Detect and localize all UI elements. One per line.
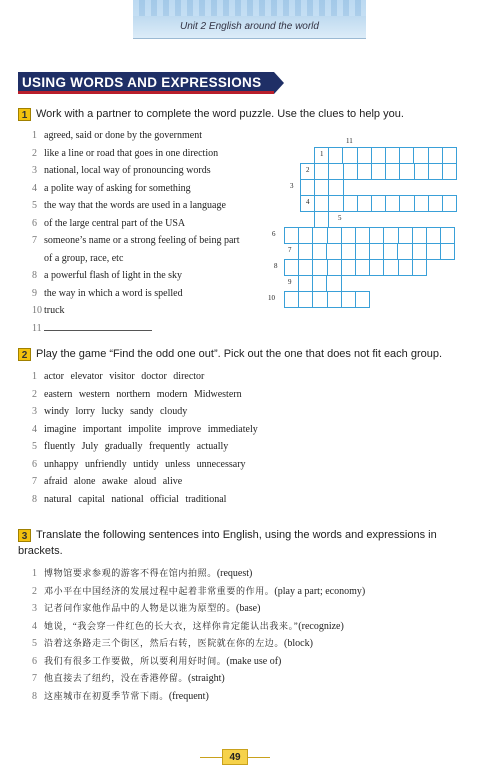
list-item: 2 eastern western northern modern Midwestern — [32, 388, 242, 400]
puzzle-cell[interactable] — [312, 259, 327, 276]
puzzle-cell[interactable] — [298, 275, 313, 292]
exercise-1-instruction — [18, 106, 488, 122]
puzzle-cell[interactable] — [442, 163, 457, 180]
puzzle-cell[interactable] — [369, 227, 384, 244]
exercise-number-badge: 1 — [18, 108, 31, 121]
puzzle-cell[interactable] — [426, 227, 441, 244]
puzzle-clue-number: 1 — [320, 150, 324, 158]
puzzle-cell[interactable] — [371, 163, 386, 180]
puzzle-clue-number: 10 — [268, 294, 275, 302]
puzzle-cell[interactable] — [355, 227, 370, 244]
list-item: 7 他直接去了纽约，没在香港停留。(straight) — [32, 673, 225, 684]
puzzle-cell[interactable] — [357, 147, 372, 164]
puzzle-cell[interactable] — [385, 147, 400, 164]
puzzle-cell[interactable] — [383, 243, 398, 260]
instruction-text-cont: brackets. — [18, 545, 63, 557]
puzzle-cell[interactable] — [397, 243, 412, 260]
puzzle-clue-number: 6 — [272, 230, 276, 238]
puzzle-cell[interactable] — [314, 211, 329, 228]
list-item: 4 a polite way of asking for something — [32, 182, 191, 194]
list-item: 8 natural capital national official traditional — [32, 493, 227, 505]
puzzle-cell[interactable] — [327, 259, 342, 276]
puzzle-cell[interactable] — [385, 195, 400, 212]
odd-one-out-list — [32, 368, 258, 508]
translation-list — [32, 565, 365, 705]
puzzle-cell[interactable] — [341, 259, 356, 276]
puzzle-cell[interactable] — [371, 195, 386, 212]
puzzle-cell[interactable] — [341, 291, 356, 308]
list-item: 2 邓小平在中国经济的发展过程中起着非常重要的作用。(play a part; economy) — [32, 585, 366, 597]
puzzle-cell[interactable] — [298, 259, 313, 276]
list-item: 7 someone’s name or a strong feeling of being part — [32, 235, 240, 246]
puzzle-cell[interactable] — [385, 163, 400, 180]
puzzle-cell[interactable] — [412, 243, 427, 260]
unit-banner — [133, 0, 366, 39]
list-item: 5 沿着这条路走三个街区，然后右转，医院就在你的左边。(block) — [32, 638, 313, 649]
instruction-text: Play the game “Find the odd one out”. Pick out the one that does not fit each group. — [36, 348, 443, 360]
list-item: of a group, race, etc — [44, 252, 124, 264]
list-item: 4 imagine important impolite improve immediately — [32, 423, 258, 435]
puzzle-cell[interactable] — [327, 227, 342, 244]
puzzle-cell[interactable] — [383, 227, 398, 244]
puzzle-cell[interactable] — [357, 163, 372, 180]
puzzle-cell[interactable] — [341, 227, 356, 244]
puzzle-cell[interactable] — [312, 243, 327, 260]
list-item: 3 national, local way of pronouncing words — [32, 165, 211, 176]
puzzle-cell[interactable] — [284, 259, 299, 276]
puzzle-cell[interactable] — [399, 163, 414, 180]
list-item: 3 记者问作家他作品中的人物是以谁为原型的。(base) — [32, 603, 261, 614]
exercise-3-instruction — [18, 527, 488, 559]
puzzle-cell[interactable] — [398, 227, 413, 244]
puzzle-cell[interactable] — [442, 195, 457, 212]
list-item: 3 windy lorry lucky sandy cloudy — [32, 406, 188, 417]
puzzle-cell[interactable] — [399, 195, 414, 212]
instruction-text: Translate the following sentences into English, using the words and expressions in — [36, 529, 437, 541]
puzzle-cell[interactable] — [298, 243, 313, 260]
puzzle-cell[interactable] — [342, 147, 357, 164]
puzzle-cell[interactable] — [312, 291, 327, 308]
puzzle-cell[interactable] — [412, 227, 427, 244]
puzzle-cell[interactable] — [371, 147, 386, 164]
puzzle-cell[interactable] — [369, 259, 384, 276]
puzzle-cell[interactable] — [428, 147, 443, 164]
puzzle-cell[interactable] — [314, 195, 329, 212]
puzzle-clue-number: 9 — [288, 278, 292, 286]
list-item: 6 of the large central part of the USA — [32, 217, 186, 229]
puzzle-cell[interactable] — [328, 163, 343, 180]
banner-water-pattern — [133, 0, 366, 16]
list-item: 7 afraid alone awake aloud alive — [32, 476, 183, 487]
puzzle-clue-number: 7 — [288, 246, 292, 254]
puzzle-cell[interactable] — [343, 195, 358, 212]
list-item: 4 她说，“我会穿一件红色的长大衣，这样你肯定能认出我来。”(recognize) — [32, 620, 344, 632]
puzzle-cell[interactable] — [312, 227, 327, 244]
puzzle-cell[interactable] — [343, 163, 358, 180]
exercise-2-instruction — [18, 346, 488, 362]
puzzle-cell[interactable] — [428, 163, 443, 180]
puzzle-clue-number: 8 — [274, 262, 278, 270]
answer-blank[interactable] — [44, 321, 152, 331]
list-item: 5 fluently July gradually frequently actually — [32, 441, 229, 452]
puzzle-cell[interactable] — [326, 275, 341, 292]
puzzle-cell[interactable] — [284, 291, 299, 308]
puzzle-cell[interactable] — [414, 195, 429, 212]
puzzle-cell[interactable] — [399, 147, 414, 164]
puzzle-cell[interactable] — [328, 147, 343, 164]
unit-title: Unit 2 English around the world — [180, 21, 319, 32]
puzzle-clue-number: 5 — [338, 214, 342, 222]
puzzle-cell[interactable] — [440, 227, 455, 244]
puzzle-clue-number: 2 — [306, 166, 310, 174]
puzzle-cell[interactable] — [369, 243, 384, 260]
puzzle-cell[interactable] — [440, 243, 455, 260]
puzzle-cell[interactable] — [314, 179, 329, 196]
list-item: 1 博物馆要求参观的游客不得在馆内拍照。(request) — [32, 568, 253, 579]
puzzle-cell[interactable] — [326, 243, 341, 260]
puzzle-cell[interactable] — [312, 275, 327, 292]
list-item: 1 agreed, said or done by the government — [32, 130, 203, 141]
list-item: 8 a powerful flash of light in the sky — [32, 270, 183, 281]
puzzle-cell[interactable] — [355, 243, 370, 260]
puzzle-cell[interactable] — [298, 227, 313, 244]
exercise-number-badge: 3 — [18, 529, 31, 542]
puzzle-cell[interactable] — [327, 291, 342, 308]
puzzle-cell[interactable] — [413, 147, 428, 164]
list-item: 6 unhappy unfriendly untidy unless unnecessary — [32, 458, 246, 470]
list-item: 6 我们有很多工作要做，所以要利用好时间。(make use of) — [32, 655, 282, 667]
puzzle-cell[interactable] — [442, 147, 457, 164]
puzzle-cell[interactable] — [328, 195, 343, 212]
puzzle-clue-number: 11 — [346, 137, 353, 145]
puzzle-clue-number: 4 — [306, 198, 310, 206]
list-item: 11 — [32, 320, 240, 338]
puzzle-cell[interactable] — [398, 259, 413, 276]
puzzle-clue-number: 3 — [290, 182, 294, 190]
puzzle-cell[interactable] — [383, 259, 398, 276]
puzzle-cell[interactable] — [414, 163, 429, 180]
list-item: 8 这座城市在初夏季节常下雨。(frequent) — [32, 690, 209, 702]
puzzle-cell[interactable] — [428, 195, 443, 212]
puzzle-cell[interactable] — [426, 243, 441, 260]
puzzle-cell[interactable] — [341, 243, 356, 260]
clue-list — [32, 127, 240, 337]
section-title: USING WORDS AND EXPRESSIONS — [18, 72, 274, 94]
puzzle-cell[interactable] — [355, 291, 370, 308]
puzzle-cell[interactable] — [357, 195, 372, 212]
page-number: 49 — [222, 749, 248, 765]
puzzle-cell[interactable] — [314, 163, 329, 180]
puzzle-cell[interactable] — [300, 179, 315, 196]
list-item: 10 truck — [32, 305, 65, 316]
puzzle-cell[interactable] — [412, 259, 427, 276]
puzzle-cell[interactable] — [328, 179, 343, 196]
list-item: 5 the way that the words are used in a language — [32, 200, 226, 211]
list-item: 1 actor elevator visitor doctor director — [32, 371, 205, 382]
puzzle-cell[interactable] — [355, 259, 370, 276]
list-item: 9 the way in which a word is spelled — [32, 287, 183, 299]
puzzle-cell[interactable] — [298, 291, 313, 308]
list-item: 2 like a line or road that goes in one direction — [32, 147, 219, 159]
instruction-text: Work with a partner to complete the word puzzle. Use the clues to help you. — [36, 108, 404, 120]
puzzle-cell[interactable] — [284, 227, 299, 244]
exercise-number-badge: 2 — [18, 348, 31, 361]
